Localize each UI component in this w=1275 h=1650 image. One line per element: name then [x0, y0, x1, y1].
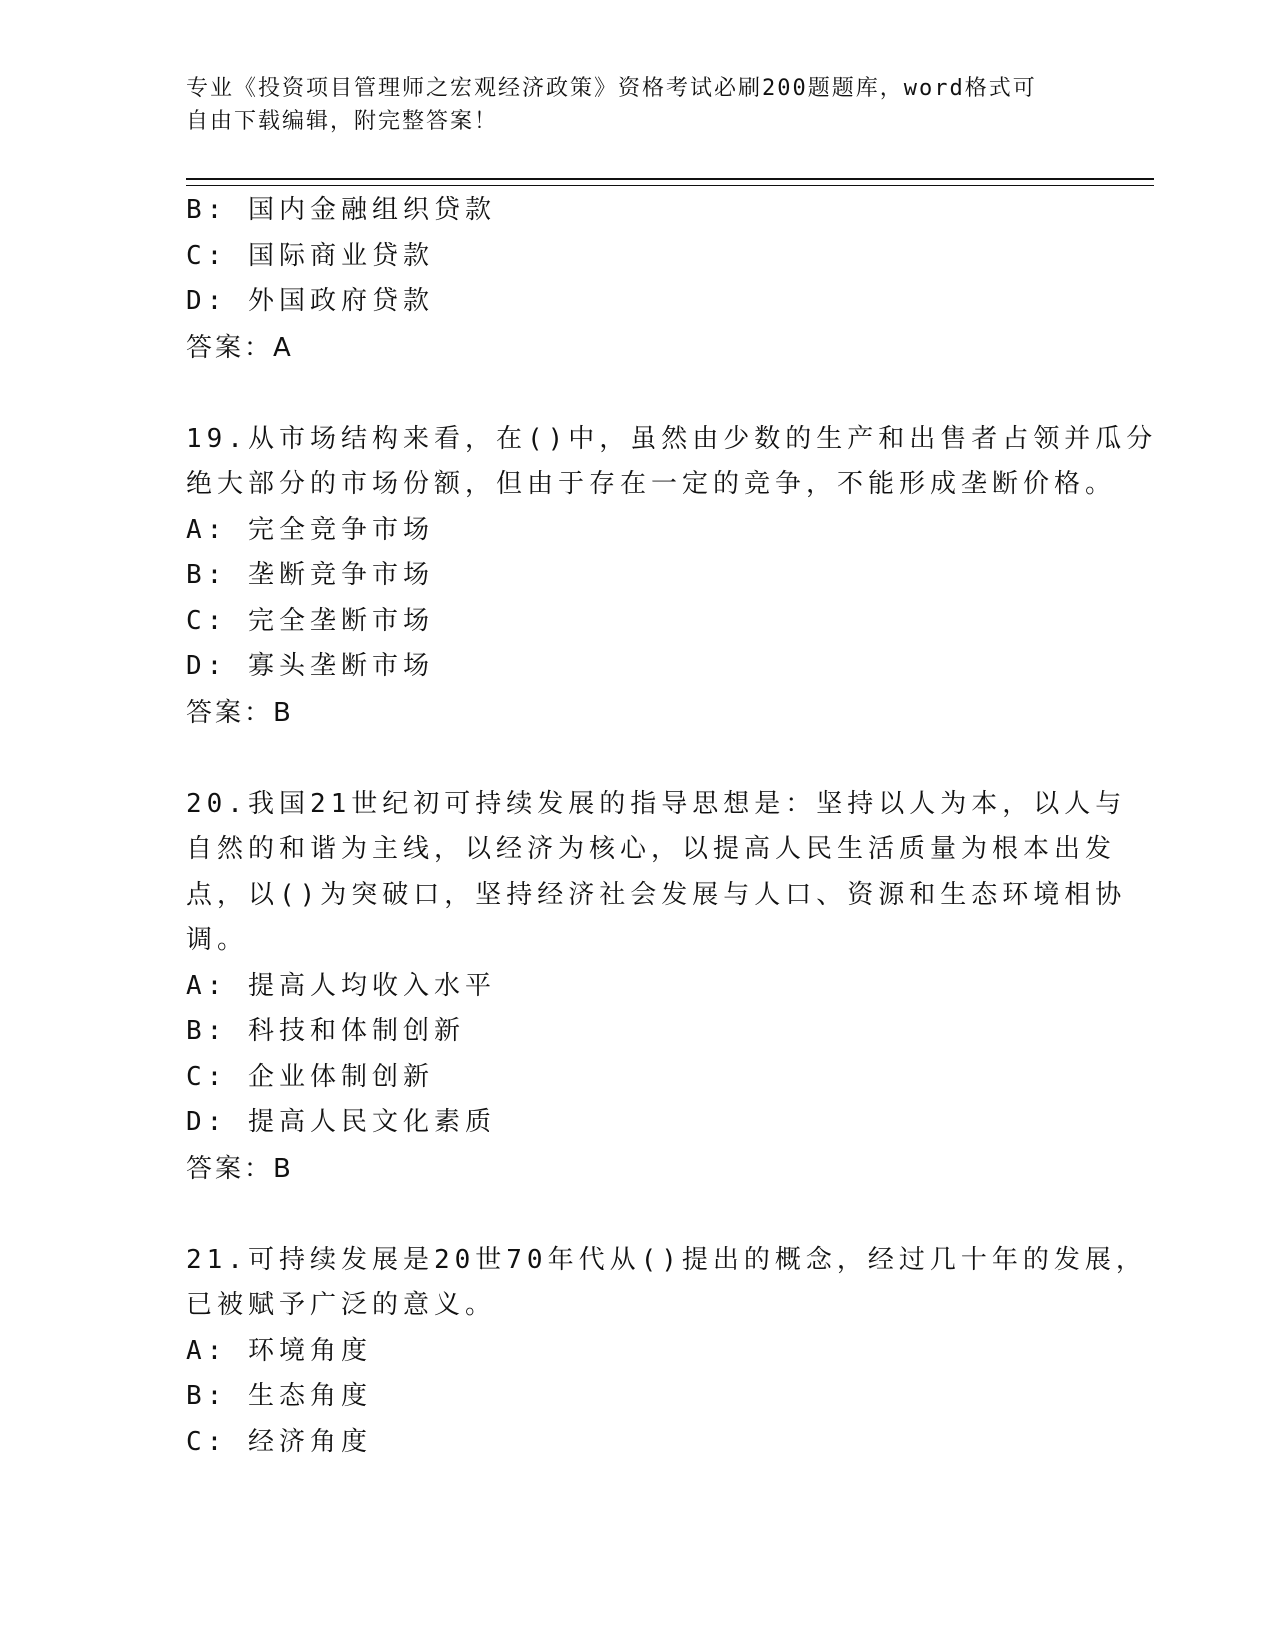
answer-line: 答案：B — [186, 697, 294, 728]
question-content — [186, 188, 1158, 1465]
question-text: 19.从市场结构来看，在()中，虽然由少数的生产和出售者占领并瓜分 — [186, 423, 1158, 454]
question-text: 绝大部分的市场份额，但由于存在一定的竞争，不能形成垄断价格。 — [186, 469, 1117, 499]
option-d: D: 外国政府贷款 — [186, 286, 434, 316]
header-line-1: 专业《投资项目管理师之宏观经济政策》资格考试必刷200题题库，word格式可 — [186, 76, 1037, 101]
question-20 — [186, 782, 1127, 1192]
header-divider — [186, 178, 1154, 186]
question-text: 20.我国21世纪初可持续发展的指导思想是：坚持以人为本，以人与 — [186, 788, 1127, 819]
option-b: B: 科技和体制创新 — [186, 1016, 465, 1046]
spacer — [186, 371, 1086, 417]
question-19 — [186, 417, 1158, 736]
spacer — [186, 1192, 1086, 1238]
question-text: 调。 — [186, 925, 249, 955]
question-21 — [186, 1238, 1147, 1466]
question-text: 21.可持续发展是20世70年代从()提出的概念，经过几十年的发展， — [186, 1244, 1147, 1275]
question-text: 点，以()为突破口，坚持经济社会发展与人口、资源和生态环境相协 — [186, 879, 1127, 910]
option-b: B: 生态角度 — [186, 1381, 372, 1411]
option-d: D: 提高人民文化素质 — [186, 1107, 496, 1137]
option-b: B: 垄断竞争市场 — [186, 560, 434, 590]
header-line-2: 自由下载编辑，附完整答案！ — [186, 109, 499, 134]
option-b: B: 国内金融组织贷款 — [186, 195, 496, 225]
option-d: D: 寡头垄断市场 — [186, 651, 434, 681]
option-c: C: 企业体制创新 — [186, 1061, 434, 1092]
answer-line: 答案：A — [186, 332, 294, 363]
question-text: 自然的和谐为主线，以经济为核心，以提高人民生活质量为根本出发 — [186, 834, 1117, 864]
answer-line: 答案：B — [186, 1153, 294, 1184]
previous-question — [186, 188, 1086, 371]
option-a: A: 完全竞争市场 — [186, 514, 434, 545]
option-c: C: 国际商业贷款 — [186, 240, 434, 271]
option-c: C: 经济角度 — [186, 1426, 372, 1457]
option-a: A: 环境角度 — [186, 1335, 372, 1366]
spacer — [186, 736, 1086, 782]
document-header — [186, 72, 1066, 138]
option-c: C: 完全垄断市场 — [186, 605, 434, 636]
question-text: 已被赋予广泛的意义。 — [186, 1290, 497, 1320]
option-a: A: 提高人均收入水平 — [186, 970, 496, 1001]
